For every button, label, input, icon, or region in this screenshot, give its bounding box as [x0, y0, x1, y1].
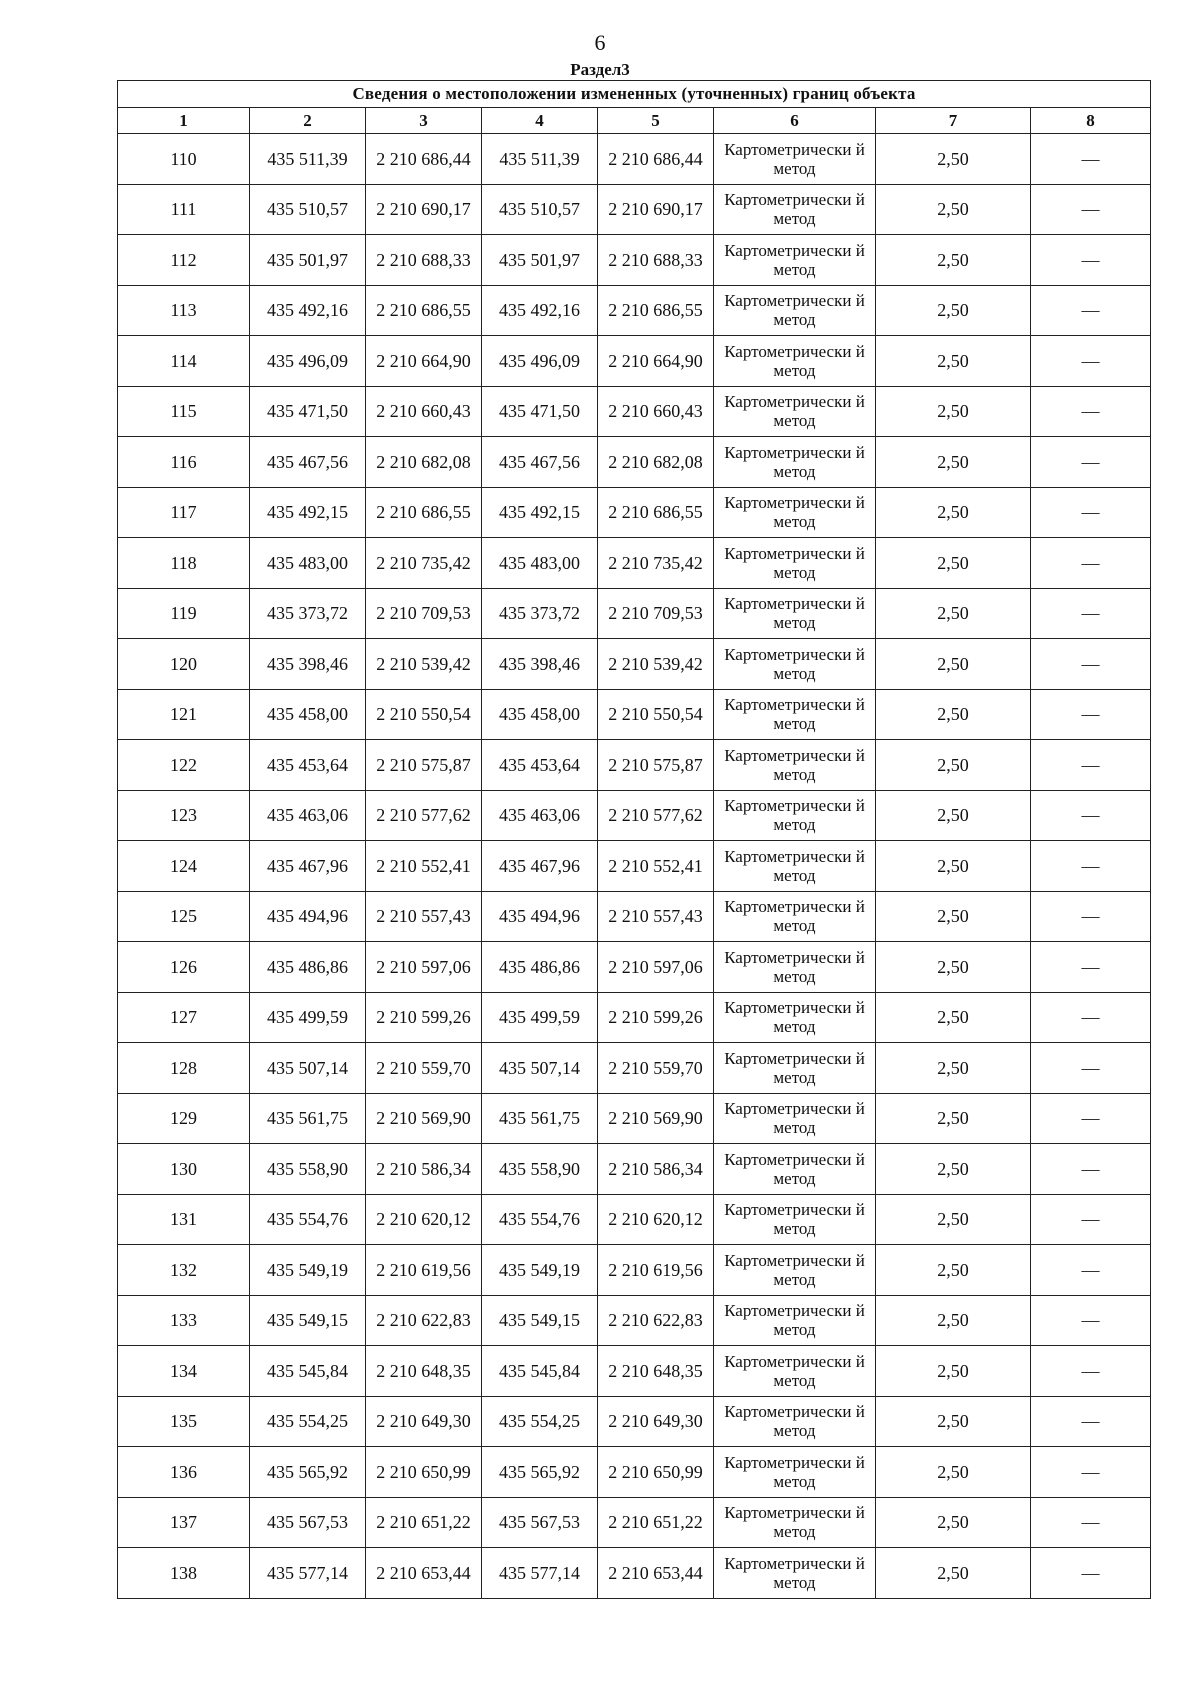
cell-y-existing: 2 210 648,35: [366, 1346, 482, 1397]
cell-x-new: 435 565,92: [482, 1447, 598, 1498]
cell-accuracy: 2,50: [876, 1497, 1031, 1548]
cell-method: Картометрически й метод: [714, 1497, 876, 1548]
cell-accuracy: 2,50: [876, 1447, 1031, 1498]
cell-point-number: 132: [118, 1245, 250, 1296]
cell-y-existing: 2 210 660,43: [366, 386, 482, 437]
table-row: [118, 588, 1151, 639]
cell-accuracy: 2,50: [876, 689, 1031, 740]
cell-method: Картометрически й метод: [714, 639, 876, 690]
cell-accuracy: 2,50: [876, 336, 1031, 387]
table-row: [118, 437, 1151, 488]
cell-x-existing: 435 567,53: [250, 1497, 366, 1548]
cell-accuracy: 2,50: [876, 1548, 1031, 1599]
cell-x-new: 435 545,84: [482, 1346, 598, 1397]
cell-x-new: 435 496,09: [482, 336, 598, 387]
cell-accuracy: 2,50: [876, 1144, 1031, 1195]
cell-y-existing: 2 210 539,42: [366, 639, 482, 690]
cell-y-new: 2 210 575,87: [598, 740, 714, 791]
cell-y-existing: 2 210 709,53: [366, 588, 482, 639]
cell-accuracy: 2,50: [876, 437, 1031, 488]
table-caption: Сведения о местоположении измененных (уточненных) границ объекта: [118, 81, 1151, 108]
cell-x-existing: 435 463,06: [250, 790, 366, 841]
cell-y-new: 2 210 735,42: [598, 538, 714, 589]
cell-accuracy: 2,50: [876, 285, 1031, 336]
cell-point-number: 134: [118, 1346, 250, 1397]
cell-y-existing: 2 210 649,30: [366, 1396, 482, 1447]
cell-x-new: 435 471,50: [482, 386, 598, 437]
cell-y-new: 2 210 557,43: [598, 891, 714, 942]
cell-x-new: 435 549,19: [482, 1245, 598, 1296]
cell-x-existing: 435 373,72: [250, 588, 366, 639]
cell-y-existing: 2 210 552,41: [366, 841, 482, 892]
cell-method: Картометрически й метод: [714, 1093, 876, 1144]
cell-y-existing: 2 210 557,43: [366, 891, 482, 942]
cell-method: Картометрически й метод: [714, 992, 876, 1043]
cell-accuracy: 2,50: [876, 1043, 1031, 1094]
cell-y-new: 2 210 686,55: [598, 285, 714, 336]
cell-y-existing: 2 210 686,55: [366, 487, 482, 538]
cell-point-number: 138: [118, 1548, 250, 1599]
cell-method: Картометрически й метод: [714, 235, 876, 286]
cell-description: —: [1031, 1043, 1151, 1094]
cell-x-existing: 435 507,14: [250, 1043, 366, 1094]
cell-x-new: 435 501,97: [482, 235, 598, 286]
cell-x-new: 435 463,06: [482, 790, 598, 841]
cell-method: Картометрически й метод: [714, 134, 876, 185]
table-row: [118, 1447, 1151, 1498]
cell-accuracy: 2,50: [876, 386, 1031, 437]
cell-method: Картометрически й метод: [714, 588, 876, 639]
cell-x-new: 435 554,76: [482, 1194, 598, 1245]
column-number-8: 8: [1031, 108, 1151, 134]
cell-y-new: 2 210 653,44: [598, 1548, 714, 1599]
cell-description: —: [1031, 639, 1151, 690]
table-row: [118, 639, 1151, 690]
cell-y-new: 2 210 688,33: [598, 235, 714, 286]
cell-x-existing: 435 467,56: [250, 437, 366, 488]
cell-method: Картометрически й метод: [714, 891, 876, 942]
cell-method: Картометрически й метод: [714, 942, 876, 993]
cell-accuracy: 2,50: [876, 790, 1031, 841]
table-row: [118, 1194, 1151, 1245]
cell-description: —: [1031, 790, 1151, 841]
cell-method: Картометрически й метод: [714, 285, 876, 336]
cell-y-existing: 2 210 577,62: [366, 790, 482, 841]
cell-point-number: 121: [118, 689, 250, 740]
cell-x-existing: 435 467,96: [250, 841, 366, 892]
cell-method: Картометрически й метод: [714, 1447, 876, 1498]
cell-description: —: [1031, 285, 1151, 336]
cell-x-new: 435 458,00: [482, 689, 598, 740]
table-row: [118, 1295, 1151, 1346]
cell-x-existing: 435 558,90: [250, 1144, 366, 1195]
cell-y-existing: 2 210 682,08: [366, 437, 482, 488]
cell-description: —: [1031, 891, 1151, 942]
cell-point-number: 111: [118, 184, 250, 235]
table-row: [118, 740, 1151, 791]
cell-point-number: 131: [118, 1194, 250, 1245]
cell-x-existing: 435 492,15: [250, 487, 366, 538]
cell-x-new: 435 554,25: [482, 1396, 598, 1447]
cell-y-existing: 2 210 686,55: [366, 285, 482, 336]
cell-point-number: 133: [118, 1295, 250, 1346]
cell-description: —: [1031, 487, 1151, 538]
cell-description: —: [1031, 1346, 1151, 1397]
cell-y-existing: 2 210 569,90: [366, 1093, 482, 1144]
cell-point-number: 125: [118, 891, 250, 942]
cell-y-existing: 2 210 690,17: [366, 184, 482, 235]
cell-description: —: [1031, 1396, 1151, 1447]
cell-point-number: 130: [118, 1144, 250, 1195]
table-row: [118, 336, 1151, 387]
cell-point-number: 123: [118, 790, 250, 841]
cell-y-existing: 2 210 575,87: [366, 740, 482, 791]
cell-accuracy: 2,50: [876, 639, 1031, 690]
cell-y-existing: 2 210 597,06: [366, 942, 482, 993]
cell-x-new: 435 467,96: [482, 841, 598, 892]
cell-method: Картометрически й метод: [714, 336, 876, 387]
cell-description: —: [1031, 235, 1151, 286]
cell-x-new: 435 492,15: [482, 487, 598, 538]
cell-y-new: 2 210 690,17: [598, 184, 714, 235]
cell-point-number: 136: [118, 1447, 250, 1498]
cell-y-new: 2 210 622,83: [598, 1295, 714, 1346]
cell-accuracy: 2,50: [876, 1396, 1031, 1447]
cell-y-new: 2 210 620,12: [598, 1194, 714, 1245]
cell-method: Картометрически й метод: [714, 841, 876, 892]
page-number: 6: [594, 30, 606, 55]
cell-method: Картометрически й метод: [714, 1194, 876, 1245]
cell-x-new: 435 486,86: [482, 942, 598, 993]
cell-accuracy: 2,50: [876, 134, 1031, 185]
table-row: [118, 1245, 1151, 1296]
cell-description: —: [1031, 134, 1151, 185]
section-title: Раздел3: [570, 60, 630, 79]
cell-accuracy: 2,50: [876, 235, 1031, 286]
cell-method: Картометрически й метод: [714, 437, 876, 488]
cell-method: Картометрически й метод: [714, 184, 876, 235]
table-row: [118, 235, 1151, 286]
cell-y-new: 2 210 577,62: [598, 790, 714, 841]
cell-y-new: 2 210 619,56: [598, 1245, 714, 1296]
cell-x-existing: 435 494,96: [250, 891, 366, 942]
table-row: [118, 538, 1151, 589]
cell-x-new: 435 453,64: [482, 740, 598, 791]
cell-y-existing: 2 210 651,22: [366, 1497, 482, 1548]
cell-x-existing: 435 545,84: [250, 1346, 366, 1397]
cell-description: —: [1031, 942, 1151, 993]
cell-point-number: 127: [118, 992, 250, 1043]
cell-y-existing: 2 210 586,34: [366, 1144, 482, 1195]
cell-method: Картометрически й метод: [714, 740, 876, 791]
cell-description: —: [1031, 740, 1151, 791]
cell-x-new: 435 483,00: [482, 538, 598, 589]
cell-description: —: [1031, 437, 1151, 488]
cell-y-new: 2 210 569,90: [598, 1093, 714, 1144]
cell-accuracy: 2,50: [876, 1295, 1031, 1346]
table-body: [118, 134, 1151, 1599]
column-number-2: 2: [250, 108, 366, 134]
cell-point-number: 115: [118, 386, 250, 437]
table-row: [118, 689, 1151, 740]
cell-x-existing: 435 510,57: [250, 184, 366, 235]
table-row: [118, 386, 1151, 437]
cell-y-new: 2 210 664,90: [598, 336, 714, 387]
table-row: [118, 1346, 1151, 1397]
cell-point-number: 110: [118, 134, 250, 185]
cell-description: —: [1031, 841, 1151, 892]
cell-y-new: 2 210 597,06: [598, 942, 714, 993]
cell-x-existing: 435 398,46: [250, 639, 366, 690]
cell-x-existing: 435 565,92: [250, 1447, 366, 1498]
table-row: [118, 992, 1151, 1043]
cell-description: —: [1031, 1093, 1151, 1144]
table-row: [118, 487, 1151, 538]
cell-x-new: 435 510,57: [482, 184, 598, 235]
cell-point-number: 114: [118, 336, 250, 387]
cell-x-existing: 435 453,64: [250, 740, 366, 791]
cell-description: —: [1031, 1497, 1151, 1548]
table-row: [118, 790, 1151, 841]
cell-method: Картометрически й метод: [714, 1043, 876, 1094]
cell-accuracy: 2,50: [876, 1194, 1031, 1245]
cell-x-existing: 435 549,15: [250, 1295, 366, 1346]
cell-x-existing: 435 496,09: [250, 336, 366, 387]
cell-point-number: 126: [118, 942, 250, 993]
cell-description: —: [1031, 689, 1151, 740]
cell-description: —: [1031, 1144, 1151, 1195]
cell-y-new: 2 210 552,41: [598, 841, 714, 892]
table-caption-row: [118, 81, 1151, 108]
column-number-row: [118, 108, 1151, 134]
cell-point-number: 116: [118, 437, 250, 488]
cell-accuracy: 2,50: [876, 538, 1031, 589]
cell-y-new: 2 210 650,99: [598, 1447, 714, 1498]
table-row: [118, 1144, 1151, 1195]
cell-method: Картометрически й метод: [714, 1245, 876, 1296]
cell-x-new: 435 373,72: [482, 588, 598, 639]
cell-description: —: [1031, 1194, 1151, 1245]
table-row: [118, 841, 1151, 892]
cell-x-new: 435 549,15: [482, 1295, 598, 1346]
cell-method: Картометрически й метод: [714, 1144, 876, 1195]
cell-accuracy: 2,50: [876, 588, 1031, 639]
cell-description: —: [1031, 184, 1151, 235]
cell-point-number: 124: [118, 841, 250, 892]
cell-description: —: [1031, 1295, 1151, 1346]
cell-y-existing: 2 210 653,44: [366, 1548, 482, 1599]
cell-point-number: 128: [118, 1043, 250, 1094]
cell-accuracy: 2,50: [876, 1245, 1031, 1296]
column-number-6: 6: [714, 108, 876, 134]
cell-method: Картометрически й метод: [714, 1346, 876, 1397]
cell-method: Картометрически й метод: [714, 1548, 876, 1599]
cell-x-new: 435 492,16: [482, 285, 598, 336]
cell-x-new: 435 561,75: [482, 1093, 598, 1144]
cell-accuracy: 2,50: [876, 891, 1031, 942]
cell-y-existing: 2 210 599,26: [366, 992, 482, 1043]
cell-x-new: 435 467,56: [482, 437, 598, 488]
cell-y-new: 2 210 709,53: [598, 588, 714, 639]
cell-y-new: 2 210 686,55: [598, 487, 714, 538]
cell-point-number: 112: [118, 235, 250, 286]
cell-x-new: 435 494,96: [482, 891, 598, 942]
cell-point-number: 117: [118, 487, 250, 538]
column-number-5: 5: [598, 108, 714, 134]
cell-x-existing: 435 499,59: [250, 992, 366, 1043]
column-number-4: 4: [482, 108, 598, 134]
cell-y-existing: 2 210 559,70: [366, 1043, 482, 1094]
cell-method: Картометрически й метод: [714, 538, 876, 589]
cell-description: —: [1031, 1548, 1151, 1599]
cell-y-new: 2 210 539,42: [598, 639, 714, 690]
cell-accuracy: 2,50: [876, 487, 1031, 538]
cell-accuracy: 2,50: [876, 992, 1031, 1043]
cell-y-existing: 2 210 688,33: [366, 235, 482, 286]
cell-x-existing: 435 554,76: [250, 1194, 366, 1245]
cell-point-number: 119: [118, 588, 250, 639]
cell-x-existing: 435 501,97: [250, 235, 366, 286]
table-row: [118, 891, 1151, 942]
cell-x-existing: 435 577,14: [250, 1548, 366, 1599]
cell-method: Картометрически й метод: [714, 1396, 876, 1447]
cell-x-existing: 435 561,75: [250, 1093, 366, 1144]
cell-x-existing: 435 471,50: [250, 386, 366, 437]
cell-y-new: 2 210 648,35: [598, 1346, 714, 1397]
cell-point-number: 113: [118, 285, 250, 336]
cell-y-existing: 2 210 650,99: [366, 1447, 482, 1498]
table-row: [118, 1497, 1151, 1548]
cell-accuracy: 2,50: [876, 1093, 1031, 1144]
cell-description: —: [1031, 336, 1151, 387]
cell-y-new: 2 210 686,44: [598, 134, 714, 185]
cell-description: —: [1031, 1245, 1151, 1296]
cell-y-new: 2 210 651,22: [598, 1497, 714, 1548]
cell-x-new: 435 577,14: [482, 1548, 598, 1599]
table-row: [118, 285, 1151, 336]
cell-point-number: 122: [118, 740, 250, 791]
cell-y-new: 2 210 586,34: [598, 1144, 714, 1195]
cell-x-existing: 435 554,25: [250, 1396, 366, 1447]
cell-y-existing: 2 210 735,42: [366, 538, 482, 589]
cell-method: Картометрически й метод: [714, 790, 876, 841]
cell-x-existing: 435 492,16: [250, 285, 366, 336]
table-row: [118, 1548, 1151, 1599]
cell-accuracy: 2,50: [876, 740, 1031, 791]
cell-x-existing: 435 458,00: [250, 689, 366, 740]
cell-y-new: 2 210 559,70: [598, 1043, 714, 1094]
cell-description: —: [1031, 992, 1151, 1043]
cell-x-new: 435 398,46: [482, 639, 598, 690]
cell-method: Картометрически й метод: [714, 1295, 876, 1346]
cell-x-existing: 435 549,19: [250, 1245, 366, 1296]
cell-point-number: 135: [118, 1396, 250, 1447]
cell-x-existing: 435 486,86: [250, 942, 366, 993]
cell-point-number: 118: [118, 538, 250, 589]
cell-y-new: 2 210 599,26: [598, 992, 714, 1043]
table-row: [118, 1093, 1151, 1144]
cell-x-new: 435 507,14: [482, 1043, 598, 1094]
cell-y-new: 2 210 550,54: [598, 689, 714, 740]
cell-y-existing: 2 210 622,83: [366, 1295, 482, 1346]
cell-method: Картометрически й метод: [714, 487, 876, 538]
cell-accuracy: 2,50: [876, 1346, 1031, 1397]
cell-y-existing: 2 210 550,54: [366, 689, 482, 740]
cell-y-existing: 2 210 664,90: [366, 336, 482, 387]
cell-x-existing: 435 511,39: [250, 134, 366, 185]
cell-method: Картометрически й метод: [714, 386, 876, 437]
cell-y-new: 2 210 660,43: [598, 386, 714, 437]
cell-accuracy: 2,50: [876, 841, 1031, 892]
cell-x-new: 435 511,39: [482, 134, 598, 185]
table-row: [118, 134, 1151, 185]
table-row: [118, 1396, 1151, 1447]
table-row: [118, 942, 1151, 993]
cell-description: —: [1031, 386, 1151, 437]
table-row: [118, 1043, 1151, 1094]
cell-y-new: 2 210 649,30: [598, 1396, 714, 1447]
column-number-1: 1: [118, 108, 250, 134]
cell-accuracy: 2,50: [876, 184, 1031, 235]
cell-y-existing: 2 210 620,12: [366, 1194, 482, 1245]
cell-x-new: 435 567,53: [482, 1497, 598, 1548]
cell-description: —: [1031, 1447, 1151, 1498]
cell-y-existing: 2 210 619,56: [366, 1245, 482, 1296]
cell-x-new: 435 499,59: [482, 992, 598, 1043]
boundary-coordinates-table: [117, 80, 1151, 1599]
cell-description: —: [1031, 588, 1151, 639]
cell-y-new: 2 210 682,08: [598, 437, 714, 488]
cell-accuracy: 2,50: [876, 942, 1031, 993]
cell-x-existing: 435 483,00: [250, 538, 366, 589]
cell-y-existing: 2 210 686,44: [366, 134, 482, 185]
cell-method: Картометрически й метод: [714, 689, 876, 740]
cell-x-new: 435 558,90: [482, 1144, 598, 1195]
table-row: [118, 184, 1151, 235]
column-number-7: 7: [876, 108, 1031, 134]
cell-point-number: 129: [118, 1093, 250, 1144]
cell-point-number: 137: [118, 1497, 250, 1548]
column-number-3: 3: [366, 108, 482, 134]
cell-point-number: 120: [118, 639, 250, 690]
cell-description: —: [1031, 538, 1151, 589]
